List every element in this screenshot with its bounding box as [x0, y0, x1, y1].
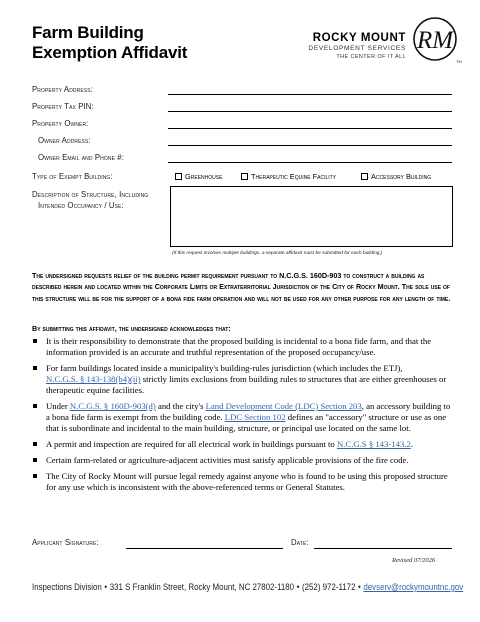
description-label-line-2: Intended Occupancy / Use: — [38, 201, 124, 210]
equine-checkbox[interactable] — [241, 172, 336, 181]
checkbox-icon — [175, 173, 182, 180]
acknowledge-heading: By submitting this affidavit, the undersigned acknowledges that: — [32, 324, 231, 333]
building-type-label: Type of Exempt Building: — [32, 172, 113, 181]
footer-division: Inspections Division — [32, 582, 102, 592]
applicant-signature-label: Applicant Signature: — [32, 538, 99, 547]
owner-email-phone-field[interactable] — [168, 162, 452, 163]
bullet-3-text-c: , an accessory building to a bona fide farm is exempt from the building code. — [46, 401, 451, 422]
title-line-2: Exemption Affidavit — [32, 43, 188, 62]
description-textarea[interactable] — [170, 186, 453, 247]
property-owner-label: Property Owner: — [32, 119, 89, 128]
property-tax-pin-field[interactable] — [168, 111, 452, 112]
acknowledgement-list — [32, 336, 452, 498]
footer-address: 331 S Franklin Street, Rocky Mount, NC 27802-1180 — [109, 582, 295, 592]
applicant-signature-field[interactable] — [126, 548, 283, 549]
checkbox-icon — [361, 173, 368, 180]
property-address-label: Property Address: — [32, 85, 93, 94]
list-item — [32, 439, 452, 450]
list-item — [32, 363, 452, 396]
bullet-5-text: Certain farm-related or agriculture-adjacent activities must satisfy applicable provisions of the fire code. — [46, 455, 409, 465]
separator-icon: • — [296, 582, 300, 592]
property-address-field[interactable] — [168, 94, 452, 95]
bullet-4-text-b: . — [410, 439, 413, 449]
logo-subtitle: DEVELOPMENT SERVICES — [308, 45, 406, 52]
ldc-section-203-link[interactable]: Land Development Code (LDC) Section 203 — [205, 401, 362, 411]
footer — [32, 582, 463, 592]
bullet-3-text-d: defines an "accessory" structure or use as one that is subordinate and incidental to the main building, structure, or principal use located on the same lot. — [46, 412, 447, 433]
date-label: Date: — [291, 538, 309, 547]
property-owner-field[interactable] — [168, 128, 452, 129]
equine-label: Therapeutic Equine Facility — [251, 172, 337, 181]
footer-phone: (252) 972-1172 — [302, 582, 356, 592]
checkbox-icon — [241, 173, 248, 180]
logo-name: ROCKY MOUNT — [312, 32, 406, 44]
property-tax-pin-label: Property Tax PIN: — [32, 102, 94, 111]
accessory-checkbox[interactable] — [361, 172, 431, 181]
bullet-4-text-a: A permit and inspection are required for all electrical work in buildings pursuant to — [46, 439, 337, 449]
separator-icon: • — [104, 582, 108, 592]
separator-icon: • — [358, 582, 361, 592]
svg-text:TM: TM — [456, 59, 462, 64]
date-field[interactable] — [314, 548, 452, 549]
ldc-section-102-link[interactable]: LDC Section 102 — [224, 412, 286, 422]
bullet-1-text: It is their responsibility to demonstrate that the proposed building is incidental to a bona fide farm, and that the information provided is an accurate and truthful representation of the proposed occupancy/use. — [46, 336, 432, 357]
description-label-line-1: Description of Structure, Including — [32, 190, 149, 199]
list-item — [32, 336, 452, 358]
owner-email-phone-label: Owner Email and Phone #: — [38, 153, 124, 162]
list-item — [32, 455, 452, 466]
bullet-2-text-b: strictly limits exclusions from building rules to structures that are either greenhouses or therapeutic equine facilities. — [46, 374, 447, 395]
greenhouse-checkbox[interactable] — [175, 172, 222, 181]
ncgs-160d-903d-link[interactable]: N.C.G.S. § 160D-903(d) — [69, 401, 156, 411]
logo-text — [288, 32, 406, 61]
ncgs-143-138-link[interactable]: N.C.G.S. § 143-138(b4)(ii) — [46, 374, 141, 384]
list-item — [32, 471, 452, 493]
footer-email-link[interactable]: devserv@rockymountnc.gov — [363, 582, 464, 592]
form-title — [32, 23, 187, 63]
relief-statement — [32, 270, 452, 304]
list-item — [32, 401, 452, 434]
revised-date: Revised 07/2026 — [392, 557, 436, 564]
owner-address-label: Owner Address: — [38, 136, 91, 145]
ncgs-143-143-2-link[interactable]: N.C.G.S § 143-143.2 — [336, 439, 411, 449]
title-line-1: Farm Building — [32, 23, 144, 42]
description-note: (If this request involves multiple buildings, a separate affidavit must be submitted for each building.) — [172, 251, 383, 256]
rocky-mount-logo-icon — [411, 14, 462, 66]
greenhouse-label: Greenhouse — [185, 172, 223, 181]
owner-address-field[interactable] — [168, 145, 452, 146]
statement-statute: N.C.G.S. 160D-903 — [279, 271, 342, 280]
statement-part-2: to construct a building as described herein and located within the Corporate Limits or Extraterritorial Jurisdiction of the City of Rocky Mount. The sole use of this structure will be for the support of a bona fide farm operation and will not be used for any other purpose for any length of time. — [32, 271, 451, 303]
bullet-6-text: The City of Rocky Mount will pursue legal remedy against anyone who is found to be using this proposed structure for any use which is inconsistent with the above-referenced terms or General Statutes. — [46, 471, 448, 492]
accessory-label: Accessory Building — [371, 172, 432, 181]
logo-tagline: THE CENTER OF IT ALL — [336, 54, 406, 60]
bullet-3-text-a: Under — [46, 401, 70, 411]
svg-text:RM: RM — [416, 27, 454, 54]
bullet-3-text-b: and the city's — [155, 401, 206, 411]
bullet-2-text-a: For farm buildings located inside a municipality's building-rules jurisdiction (which includes the ETJ), — [46, 363, 403, 373]
statement-part-1: The undersigned requests relief of the building permit requirement pursuant to — [32, 271, 280, 280]
